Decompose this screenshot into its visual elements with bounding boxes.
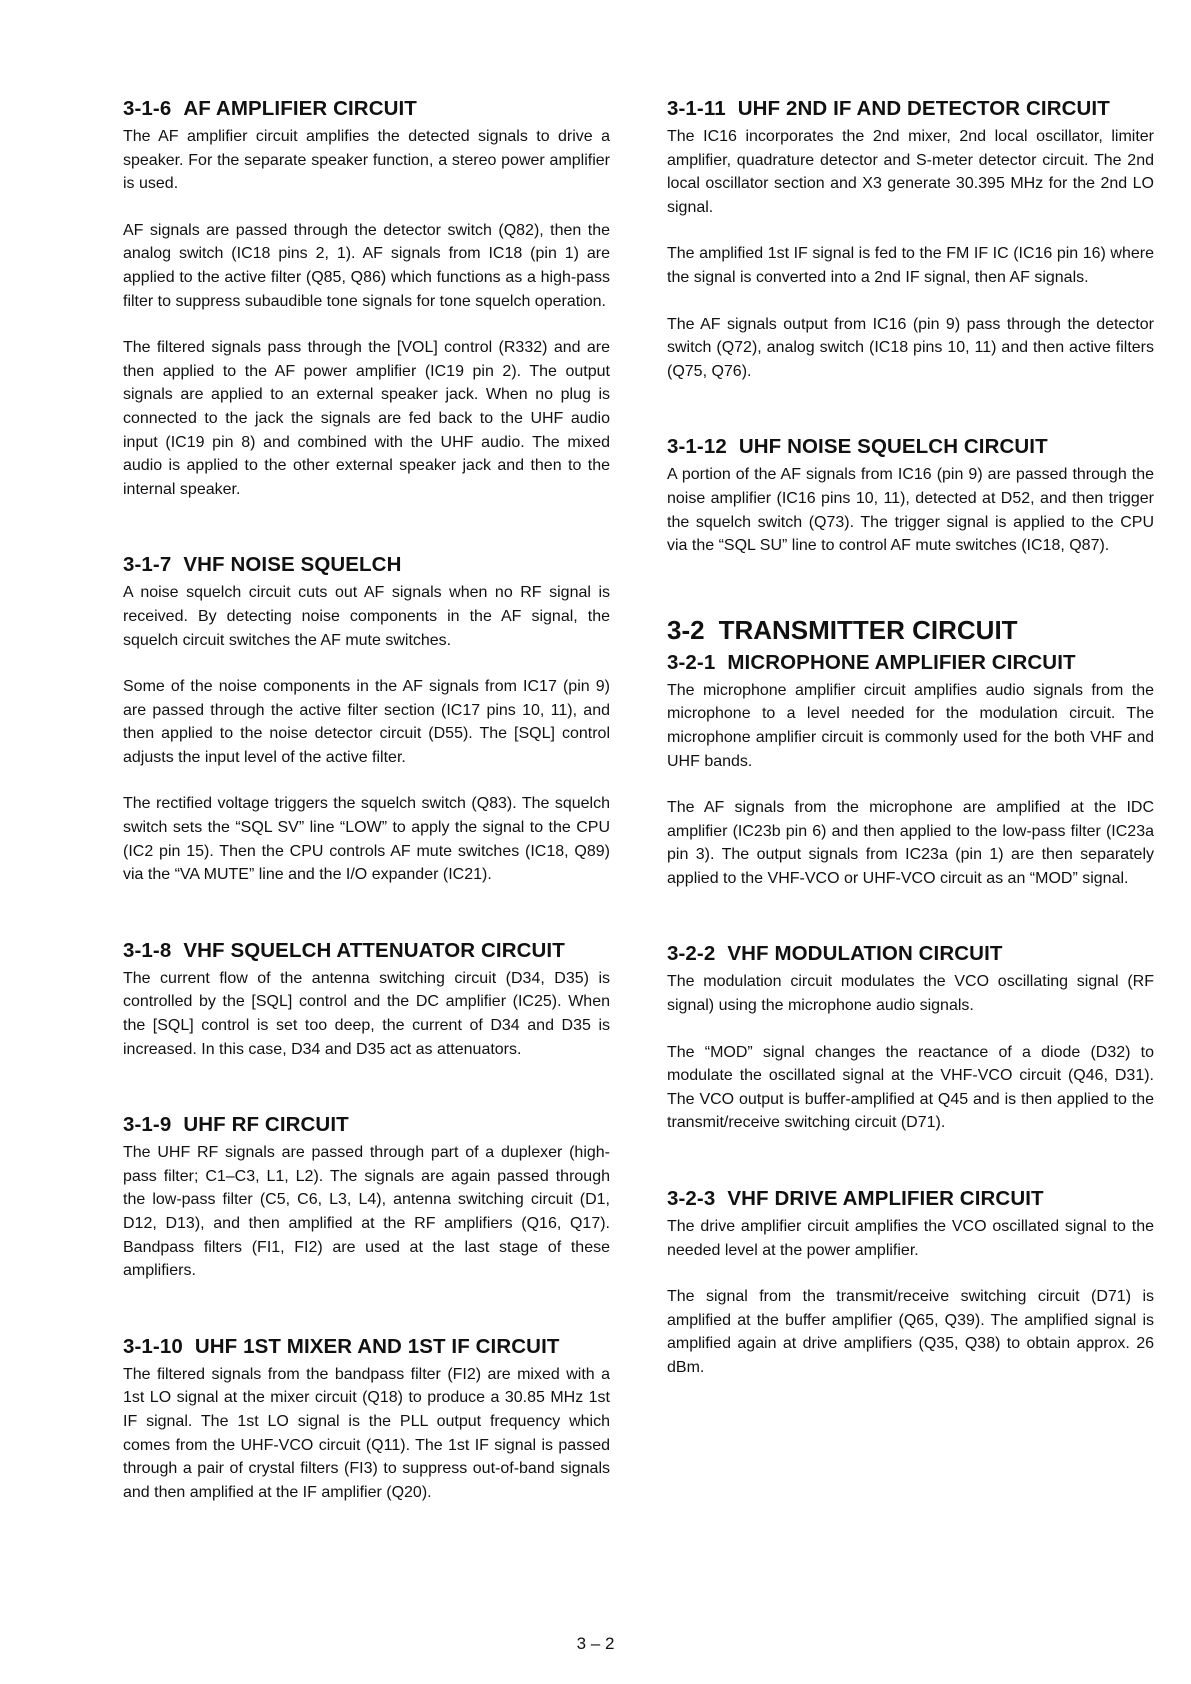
section-heading: 3-1-12 UHF NOISE SQUELCH CIRCUIT [667, 435, 1048, 459]
paragraph: The AF signals from the microphone are amplified at the IDC amplifier (IC23b pin 6) and then applied to the low-pass filter (IC23a pin 3). The output signals from IC23a (pin 1) are then separately applied to the VHF-VCO or UHF-VCO circuit as an “MOD” signal. [667, 799, 1154, 887]
paragraph: The AF amplifier circuit amplifies the detected signals to drive a speaker. For the separate speaker function, a stereo power amplifier is used. [123, 128, 610, 193]
paragraph: The signal from the transmit/receive switching circuit (D71) is amplified at the buffer amplifier (Q65, Q39). The amplified signal is amplified again at drive amplifiers (Q35, Q38) to obtain approx. 26 dBm. [667, 1288, 1154, 1376]
section-heading: 3-1-10 UHF 1ST MIXER AND 1ST IF CIRCUIT [123, 1334, 560, 1358]
paragraph: The filtered signals pass through the [VOL] control (R332) and are then applied to the AF power amplifier (IC19 pin 2). The output signals are applied to an external speaker jack. When no plug is connected to the jack the signals are fed back to the UHF audio input (IC19 pin 8) and combined with the UHF audio. The mixed audio is applied to the other external speaker jack and then to the internal speaker. [123, 339, 610, 498]
section-3-1-6 [123, 96, 610, 501]
section-3-2-1 [667, 650, 1154, 891]
section-heading: 3-1-6 AF AMPLIFIER CIRCUIT [123, 97, 417, 120]
paragraph: Some of the noise components in the AF signals from IC17 (pin 9) are passed through the active filter section (IC17 pins 10, 11), and then applied to the noise detector circuit (D55). The [SQL] control adjusts the input level of the active filter. [123, 678, 610, 766]
section-3-1-10 [123, 1334, 610, 1505]
paragraph: The rectified voltage triggers the squelch switch (Q83). The squelch switch sets the “SQL SV” line “LOW” to apply the signal to the CPU (IC2 pin 15). Then the CPU controls AF mute switches (IC18, Q89) via the “VA MUTE” line and the I/O expander (IC21). [123, 795, 610, 884]
paragraph: A noise squelch circuit cuts out AF signals when no RF signal is received. By detecting noise components in the AF signal, the squelch circuit switches the AF mute switches. [123, 584, 610, 649]
section-3-2-2 [667, 941, 1154, 1135]
paragraph: The microphone amplifier circuit amplifies audio signals from the microphone to a level needed for the modulation circuit. The microphone amplifier circuit is commonly used for the both VHF and UHF bands. [667, 681, 1154, 770]
paragraph: The modulation circuit modulates the VCO oscillating signal (RF signal) using the microphone audio signals. [667, 973, 1154, 1015]
right-column [667, 96, 1154, 1407]
section-3-1-7 [123, 552, 610, 887]
section-heading: 3-1-9 UHF RF CIRCUIT [123, 1113, 349, 1137]
paragraph: The IC16 incorporates the 2nd mixer, 2nd local oscillator, limiter amplifier, quadrature detector and S-meter detector circuit. The 2nd local oscillator section and X3 generate 30.395 MHz for the 2nd LO signal. [667, 128, 1154, 216]
section-3-1-11 [667, 96, 1154, 383]
paragraph: The amplified 1st IF signal is fed to the FM IF IC (IC16 pin 16) where the signal is converted into a 2nd IF signal, then AF signals. [667, 245, 1154, 286]
section-heading: 3-2-1 MICROPHONE AMPLIFIER CIRCUIT [667, 650, 1076, 674]
section-heading: 3-1-7 VHF NOISE SQUELCH [123, 553, 402, 577]
left-column [123, 96, 610, 1531]
paragraph: The AF signals output from IC16 (pin 9) pass through the detector switch (Q72), analog switch (IC18 pins 10, 11) and then active filters (Q75, Q76). [667, 315, 1154, 380]
paragraph: The drive amplifier circuit amplifies the VCO oscillated signal to the needed level at the power amplifier. [667, 1218, 1154, 1259]
section-3-1-9 [123, 1112, 610, 1283]
paragraph: The filtered signals from the bandpass filter (FI2) are mixed with a 1st LO signal at the mixer circuit (Q18) to produce a 30.85 MHz 1st IF signal. The 1st LO signal is the PLL output frequency which comes from the UHF-VCO circuit (Q11). The 1st IF signal is passed through a pair of crystal filters (FI3) to suppress out-of-band signals and then amplified at the IF amplifier (Q20). [123, 1365, 610, 1501]
section-3-2-3 [667, 1186, 1154, 1380]
paragraph: AF signals are passed through the detector switch (Q82), then the analog switch (IC18 pins 2, 1). AF signals from IC18 (pin 1) are applied to the active filter (Q85, Q86) which functions as a high-pass filter to suppress subaudible tone signals for tone squelch operation. [123, 221, 610, 310]
page-number: 3 – 2 [576, 1634, 615, 1653]
section-3-1-8 [123, 938, 610, 1061]
paragraph: The UHF RF signals are passed through part of a duplexer (high-pass filter; C1–C3, L1, L2). The signals are again passed through the low-pass filter (C5, C6, L3, L4), antenna switching circuit (D1, D12, D13), and then amplified at the RF amplifiers (Q16, Q17). Bandpass filters (FI1, FI2) are used at the last stage of these amplifiers. [123, 1144, 610, 1280]
major-heading-3-2: 3-2 TRANSMITTER CIRCUIT [667, 614, 1018, 645]
paragraph: A portion of the AF signals from IC16 (pin 9) are passed through the noise amplifier (IC16 pins 10, 11), detected at D52, and then trigger the squelch switch (Q73). The trigger signal is applied to the CPU via the “SQL SU” line to control AF mute switches (IC18, Q87). [667, 466, 1154, 555]
section-heading: 3-2-3 VHF DRIVE AMPLIFIER CIRCUIT [667, 1187, 1044, 1211]
section-heading: 3-1-8 VHF SQUELCH ATTENUATOR CIRCUIT [123, 938, 565, 962]
section-heading: 3-2-2 VHF MODULATION CIRCUIT [667, 942, 1003, 966]
paragraph: The current flow of the antenna switching circuit (D34, D35) is controlled by the [SQL] control and the DC amplifier (IC25). When the [SQL] control is set too deep, the current of D34 and D35 is increased. In this case, D34 and D35 act as attenuators. [123, 969, 610, 1058]
section-heading: 3-1-11 UHF 2ND IF AND DETECTOR CIRCUIT [667, 97, 1110, 120]
section-3-1-12 [667, 434, 1154, 557]
paragraph: The “MOD” signal changes the reactance of a diode (D32) to modulate the oscillated signal at the VHF-VCO circuit (Q46, D31). The VCO output is buffer-amplified at Q45 and is then applied to the transmit/receive switching circuit (D71). [667, 1043, 1154, 1132]
